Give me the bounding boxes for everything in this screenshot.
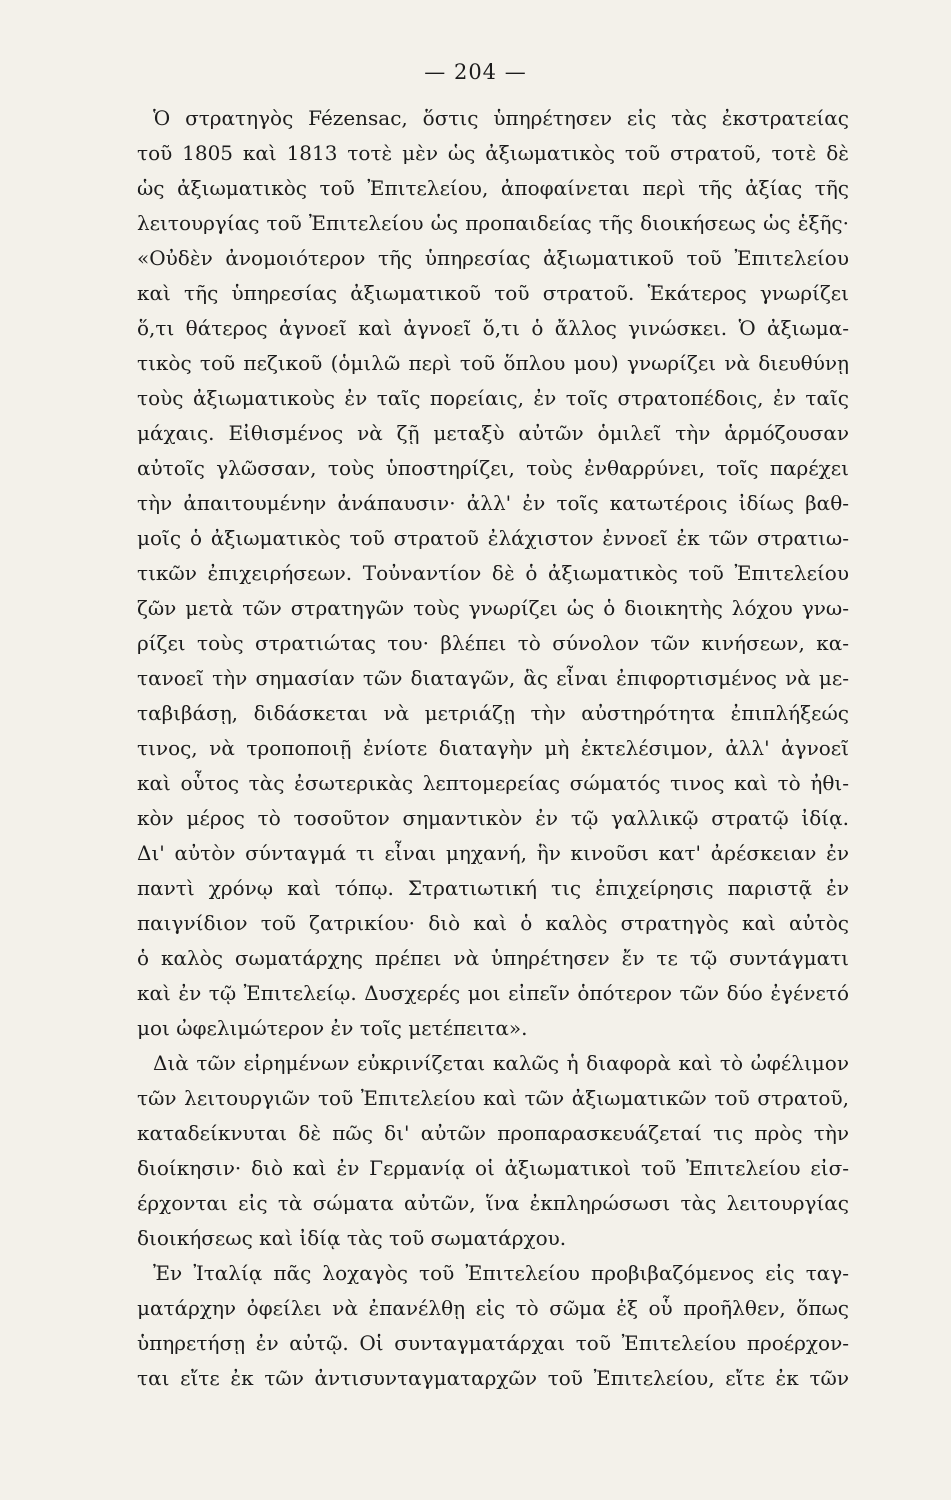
- text-line: Δι' αὐτὸν σύνταγμά τι εἶναι μηχανή, ἣν κινοῦσι κατ' ἀρέσκειαν ἐν: [137, 841, 849, 865]
- text-line: καταδείκνυται δὲ πῶς δι' αὐτῶν προπαρασκευάζεταί τις πρὸς τὴν: [137, 1121, 849, 1145]
- text-line: ται εἴτε ἐκ τῶν ἀντισυνταγματαρχῶν τοῦ Ἐπιτελείου, εἴτε ἐκ τῶν: [137, 1366, 849, 1390]
- text-line: ὅ,τι θάτερος ἀγνοεῖ καὶ ἀγνοεῖ ὅ,τι ὁ ἄλλος γινώσκει. Ὁ ἀξιωμα-: [137, 316, 849, 340]
- text-line: καὶ οὗτος τὰς ἐσωτερικὰς λεπτομερείας σώματός τινος καὶ τὸ ἠθι-: [137, 771, 849, 795]
- text-line: μάχαις. Εἰθισμένος νὰ ζῇ μεταξὺ αὐτῶν ὁμιλεῖ τὴν ἁρμόζουσαν: [137, 421, 849, 445]
- text-line: ὑπηρετήσῃ ἐν αὐτῷ. Οἱ συνταγματάρχαι τοῦ Ἐπιτελείου προέρχον-: [137, 1331, 849, 1355]
- text-line: μοι ὠφελιμώτερον ἐν τοῖς μετέπειτα».: [137, 1016, 528, 1040]
- text-line: παιγνίδιον τοῦ ζατρικίου· διὸ καὶ ὁ καλὸς στρατηγὸς καὶ αὐτὸς: [137, 911, 849, 935]
- text-line: ὡς ἀξιωματικὸς τοῦ Ἐπιτελείου, ἀποφαίνεται περὶ τῆς ἀξίας τῆς: [137, 176, 849, 200]
- text-line: διοικήσεως καὶ ἰδίᾳ τὰς τοῦ σωματάρχου.: [137, 1226, 567, 1250]
- text-line: ὁ καλὸς σωματάρχης πρέπει νὰ ὑπηρέτησεν ἔν τε τῷ συντάγματι: [137, 946, 849, 970]
- text-line: μοῖς ὁ ἀξιωματικὸς τοῦ στρατοῦ ἐλάχιστον ἐννοεῖ ἐκ τῶν στρατιω-: [137, 526, 849, 550]
- text-line: ματάρχην ὀφείλει νὰ ἐπανέλθῃ εἰς τὸ σῶμα ἐξ οὗ προῆλθεν, ὅπως: [137, 1296, 849, 1320]
- text-line: «Οὐδὲν ἀνομοιότερον τῆς ὑπηρεσίας ἀξιωματικοῦ τοῦ Ἐπιτελείου: [137, 246, 849, 270]
- text-line: τοῦ 1805 καὶ 1813 τοτὲ μὲν ὡς ἀξιωματικὸς τοῦ στρατοῦ, τοτὲ δὲ: [137, 141, 849, 165]
- text-line: καὶ τῆς ὑπηρεσίας ἀξιωματικοῦ τοῦ στρατοῦ. Ἑκάτερος γνωρίζει: [137, 281, 849, 305]
- text-line: ταβιβάσῃ, διδάσκεται νὰ μετριάζῃ τὴν αὐστηρότητα ἐπιπλήξεώς: [137, 701, 849, 725]
- text-line: Ὁ στρατηγὸς Fézensac, ὅστις ὑπηρέτησεν εἰς τὰς ἐκστρατείας: [153, 106, 849, 130]
- text-line: κὸν μέρος τὸ τοσοῦτον σημαντικὸν ἐν τῷ γαλλικῷ στρατῷ ἰδίᾳ.: [137, 806, 849, 830]
- body-text: [137, 101, 849, 1396]
- text-line: παντὶ χρόνῳ καὶ τόπῳ. Στρατιωτική τις ἐπιχείρησις παριστᾷ ἐν: [137, 876, 849, 900]
- text-line: λειτουργίας τοῦ Ἐπιτελείου ὡς προπαιδείας τῆς διοικήσεως ὡς ἑξῆς·: [137, 211, 849, 235]
- text-line: καὶ ἐν τῷ Ἐπιτελείῳ. Δυσχερές μοι εἰπεῖν ὁπότερον τῶν δύο ἐγένετό: [137, 981, 849, 1005]
- text-line: τῶν λειτουργιῶν τοῦ Ἐπιτελείου καὶ τῶν ἀξιωματικῶν τοῦ στρατοῦ,: [137, 1086, 849, 1110]
- text-line: τικῶν ἐπιχειρήσεων. Τοὐναντίον δὲ ὁ ἀξιωματικὸς τοῦ Ἐπιτελείου: [137, 561, 849, 585]
- text-line: αὐτοῖς γλῶσσαν, τοὺς ὑποστηρίζει, τοὺς ἐνθαρρύνει, τοῖς παρέχει: [137, 456, 849, 480]
- text-line: ρίζει τοὺς στρατιώτας του· βλέπει τὸ σύνολον τῶν κινήσεων, κα-: [137, 631, 849, 655]
- text-line: τανοεῖ τὴν σημασίαν τῶν διαταγῶν, ἃς εἶναι ἐπιφορτισμένος νὰ με-: [137, 666, 849, 690]
- text-line: τικὸς τοῦ πεζικοῦ (ὁμιλῶ περὶ τοῦ ὅπλου μου) γνωρίζει νὰ διευθύνῃ: [137, 351, 849, 375]
- page-number: — 204 —: [424, 60, 527, 84]
- text-line: τινος, νὰ τροποποιῇ ἐνίοτε διαταγὴν μὴ ἐκτελέσιμον, ἀλλ' ἀγνοεῖ: [137, 736, 849, 760]
- text-line: Ἐν Ἰταλίᾳ πᾶς λοχαγὸς τοῦ Ἐπιτελείου προβιβαζόμενος εἰς ταγ-: [153, 1261, 849, 1285]
- text-line: τὴν ἀπαιτουμένην ἀνάπαυσιν· ἀλλ' ἐν τοῖς κατωτέροις ἰδίως βαθ-: [137, 491, 849, 515]
- text-line: διοίκησιν· διὸ καὶ ἐν Γερμανίᾳ οἱ ἀξιωματικοὶ τοῦ Ἐπιτελείου εἰσ-: [137, 1156, 849, 1180]
- text-line: τοὺς ἀξιωματικοὺς ἐν ταῖς πορείαις, ἐν τοῖς στρατοπέδοις, ἐν ταῖς: [137, 386, 849, 410]
- text-line: ζῶν μετὰ τῶν στρατηγῶν τοὺς γνωρίζει ὡς ὁ διοικητὴς λόχου γνω-: [137, 596, 849, 620]
- text-line: έρχονται εἰς τὰ σώματα αὐτῶν, ἵνα ἐκπληρώσωσι τὰς λειτουργίας: [137, 1191, 849, 1215]
- text-line: Διὰ τῶν εἰρημένων εὐκρινίζεται καλῶς ἡ διαφορὰ καὶ τὸ ὠφέλιμον: [153, 1051, 849, 1075]
